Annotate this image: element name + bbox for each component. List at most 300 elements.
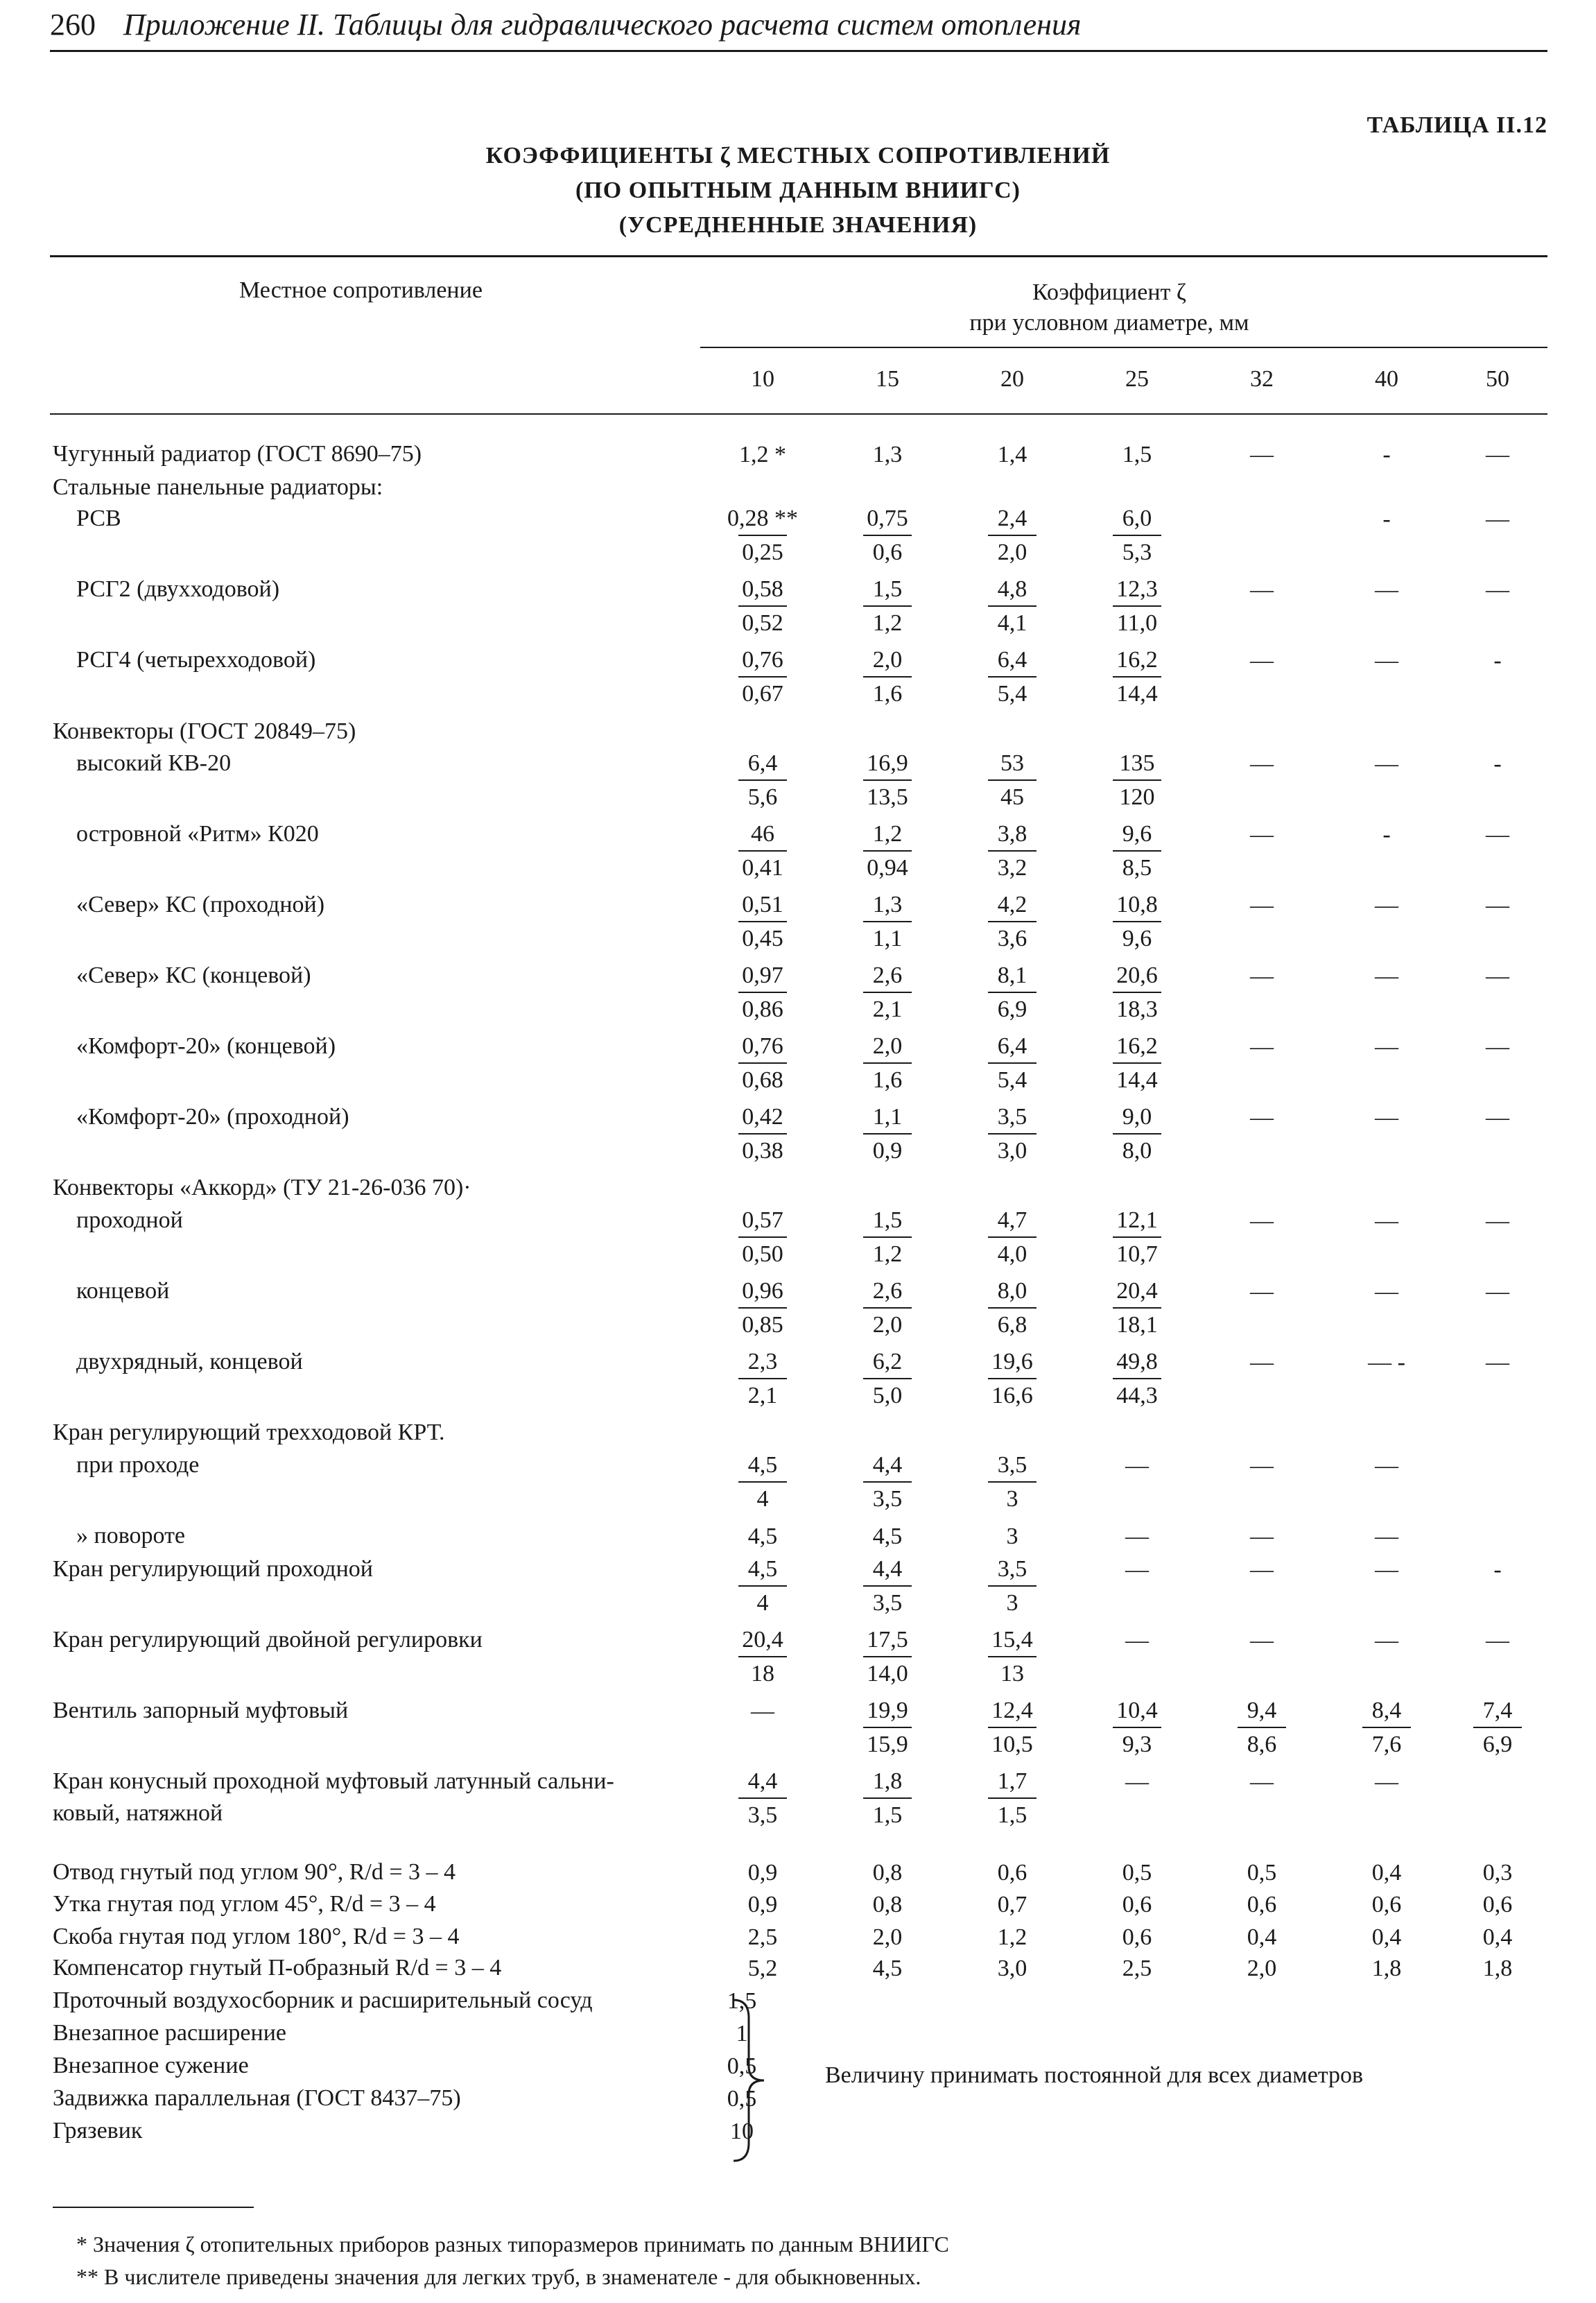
numerator: 1,5 [872,1207,903,1233]
numerator: 0,28 ** [727,506,798,531]
numerator: 0,76 [742,647,783,673]
table-cell: - [1382,822,1391,847]
constant-note: Величину принимать постоянной для всех диаметров [825,2062,1364,2088]
numerator: 6,0 [1122,506,1152,531]
table-top-rule [50,255,1547,257]
numerator: 8,4 [1371,1698,1402,1723]
denominator: 1,5 [872,1802,903,1828]
denominator: 0,9 [872,1138,903,1164]
fraction-cell [971,1205,1054,1271]
table-cell: — [1375,577,1398,603]
table-cell: - [1493,1557,1502,1582]
table-cell: 1,4 [997,442,1027,467]
fraction-cell [1095,1030,1179,1097]
row-label: РСВ [76,506,121,531]
table-cell: — [1375,1279,1398,1304]
numerator: 3,5 [997,1452,1027,1478]
table-cell: 1,2 [997,1924,1027,1950]
denominator: 16,6 [991,1383,1033,1408]
table-cell: 4,5 [872,1956,903,1981]
table-cell: — [1486,506,1509,532]
row-label: концевой [76,1278,170,1304]
denominator: 8,5 [1122,855,1152,881]
denominator: 8,0 [1122,1138,1152,1164]
numerator: 0,57 [742,1207,783,1233]
table-cell: — [1486,1208,1509,1234]
fraction-cell [971,644,1054,711]
table-cell: - [1493,751,1502,777]
table-cell: — [1375,1105,1398,1130]
denominator: 1,6 [872,681,903,707]
table-cell: — [1250,1208,1274,1234]
table-cell: 2,5 [747,1924,778,1950]
numerator: 0,96 [742,1278,783,1304]
row-label: Задвижка параллельная (ГОСТ 8437–75) [53,2085,461,2111]
numerator: 6,4 [997,647,1027,673]
fraction-cell [846,1346,929,1413]
denominator: 9,6 [1122,926,1152,951]
denominator: 13,5 [867,784,908,810]
denominator: 0,6 [872,540,903,565]
table-cell: — [1250,751,1274,777]
denominator: 18,3 [1116,997,1158,1022]
numerator: 4,7 [997,1207,1027,1233]
fraction-cell [846,1275,929,1342]
fraction-cell [721,889,804,956]
denominator: 6,9 [1482,1732,1513,1757]
column-header-coefficient [763,277,1456,338]
fraction-cell [846,573,929,640]
table-cell: — [1375,1034,1398,1060]
row-label: Кран конусный проходной муфтовый латунный сальни- [53,1768,614,1794]
table-cell: — [1486,442,1509,467]
numerator: 12,1 [1116,1207,1158,1233]
fraction-cell [846,960,929,1026]
numerator: 49,8 [1116,1349,1158,1374]
fraction-cell [971,1553,1054,1620]
numerator: 9,0 [1122,1104,1152,1130]
fraction-cell [1095,1346,1179,1413]
fraction-cell [971,1695,1054,1761]
denominator: 5,0 [872,1383,903,1408]
fraction-cell [971,748,1054,814]
denominator: 10,7 [1116,1241,1158,1267]
denominator: 45 [1000,784,1024,810]
denominator: 0,41 [742,855,783,881]
denominator: 3,5 [872,1486,903,1512]
fraction-cell [971,1101,1054,1168]
denominator: 14,0 [867,1661,908,1687]
numerator: 0,58 [742,576,783,602]
numerator: 4,4 [747,1768,778,1794]
table-cell: 10 [730,2119,754,2144]
fraction-cell [721,818,804,885]
table-cell: — [1250,1279,1274,1304]
numerator: 4,4 [872,1556,903,1582]
table-cell: — [1125,1557,1149,1582]
denominator: 18,1 [1116,1312,1158,1338]
fraction-cell [846,748,929,814]
table-cell: — [1125,1524,1149,1549]
numerator: 0,75 [867,506,908,531]
fraction-cell [721,1030,804,1097]
row-label: РСГ2 (двухходовой) [76,576,280,602]
fraction-cell [1095,503,1179,569]
row-label: Кран регулирующий двойной регулировки [53,1627,483,1653]
denominator: 2,1 [747,1383,778,1408]
table-cell: 0,5 [1122,1860,1152,1886]
fraction-cell [971,960,1054,1026]
table-cell: — [1250,1105,1274,1130]
row-label: Конвекторы «Аккорд» (ТУ 21-26-036 70)· [53,1175,471,1200]
denominator: 0,94 [867,855,908,881]
row-label: Компенсатор гнутый П-образный R/d = 3 – 4 [53,1955,502,1981]
fraction-cell [1095,889,1179,956]
table-cell: — [1375,1769,1398,1795]
coef-header-line1: Коэффициент ζ [1032,279,1186,305]
denominator: 10,5 [991,1732,1033,1757]
denominator: 4,0 [997,1241,1027,1267]
table-cell: - [1382,442,1391,467]
table-cell: — [1486,1628,1509,1653]
table-cell: 3,0 [997,1956,1027,1981]
table-cell: — [751,1698,774,1724]
numerator: 2,0 [872,1033,903,1059]
fraction-cell [1095,573,1179,640]
table-cell: 1,5 [1122,442,1152,467]
numerator: 12,4 [991,1698,1033,1723]
numerator: 1,3 [872,892,903,917]
denominator: 14,4 [1116,681,1158,707]
fraction-cell [721,1346,804,1413]
table-cell: 0,4 [1482,1924,1513,1950]
numerator: 16,2 [1116,647,1158,673]
table-cell: 3 [1006,1524,1018,1549]
table-cell: 0,6 [1482,1892,1513,1917]
numerator: 1,1 [872,1104,903,1130]
row-label: РСГ4 (четырехходовой) [76,647,316,673]
numerator: 4,5 [747,1452,778,1478]
table-cell: — [1250,442,1274,467]
table-cell: 4,5 [747,1524,778,1549]
table-cell: — [1250,1628,1274,1653]
row-label: при проходе [76,1452,200,1478]
fraction-cell [721,748,804,814]
denominator: 2,0 [997,540,1027,565]
numerator: 9,6 [1122,821,1152,847]
fraction-cell [846,1205,929,1271]
numerator: 10,4 [1116,1698,1158,1723]
numerator: 12,3 [1116,576,1158,602]
table-cell: — [1486,1349,1509,1375]
coef-header-line2: при условном диаметре, мм [969,310,1249,336]
row-label: Отвод гнутый под углом 90°, R/d = 3 – 4 [53,1859,456,1885]
denominator: 15,9 [867,1732,908,1757]
table-cell: — [1486,963,1509,989]
table-cell: 0,6 [1122,1892,1152,1917]
numerator: 1,7 [997,1768,1027,1794]
denominator: 7,6 [1371,1732,1402,1757]
denominator: 8,6 [1247,1732,1277,1757]
denominator: 0,68 [742,1067,783,1093]
fraction-cell [1095,1695,1179,1761]
fraction-cell [1095,1205,1179,1271]
fraction-cell [971,1030,1054,1097]
table-cell: 2,0 [872,1924,903,1950]
column-header-resistance: Местное сопротивление [239,277,483,303]
row-label: Скоба гнутая под углом 180°, R/d = 3 – 4 [53,1924,460,1949]
denominator: 3,5 [747,1802,778,1828]
fraction-cell [846,1695,929,1761]
fraction-cell [721,1624,804,1691]
numerator: 20,4 [1116,1278,1158,1304]
numerator: 7,4 [1482,1698,1513,1723]
fraction-cell [1456,1695,1539,1761]
numerator: 0,51 [742,892,783,917]
denominator: 5,3 [1122,540,1152,565]
fraction-cell [971,1275,1054,1342]
table-cell: — [1250,1524,1274,1549]
denominator: 44,3 [1116,1383,1158,1408]
footnote-1: * Значения ζ отопительных приборов разных типоразмеров принимать по данным ВНИИГС [76,2232,949,2257]
numerator: 16,9 [867,750,908,776]
denominator: 0,50 [742,1241,783,1267]
table-cell: 0,4 [1371,1924,1402,1950]
diameter-header-15: 15 [876,366,899,392]
diameter-header-10: 10 [751,366,774,392]
numerator: 2,6 [872,963,903,988]
title-line: (УСРЕДНЕННЫЕ ЗНАЧЕНИЯ) [618,212,978,238]
numerator: 16,2 [1116,1033,1158,1059]
table-cell: 1,2 * [739,442,786,467]
numerator: 20,6 [1116,963,1158,988]
row-label: Внезапное расширение [53,2020,286,2046]
table-cell: — [1375,963,1398,989]
row-label: Кран регулирующий проходной [53,1556,373,1582]
page-number: 260 [50,8,96,42]
row-label: Вентиль запорный муфтовый [53,1698,349,1723]
title-line: КОЭФФИЦИЕНТЫ ζ МЕСТНЫХ СОПРОТИВЛЕНИЙ [485,143,1111,169]
numerator: 0,42 [742,1104,783,1130]
denominator: 1,2 [872,1241,903,1267]
denominator: 0,86 [742,997,783,1022]
table-cell: 0,6 [997,1860,1027,1886]
row-label: «Комфорт-20» (концевой) [76,1033,336,1059]
table-cell: — [1250,1034,1274,1060]
fraction-cell [721,644,804,711]
table-cell: 0,9 [747,1860,778,1886]
table-cell: 0,9 [747,1892,778,1917]
table-cell: — [1125,1453,1149,1478]
numerator: 4,8 [997,576,1027,602]
numerator: 53 [1000,750,1024,776]
table-cell: 1,8 [1482,1956,1513,1981]
denominator: 3,0 [997,1138,1027,1164]
fraction-cell [846,889,929,956]
diameter-header-20: 20 [1000,366,1024,392]
table-cell: — [1250,1453,1274,1478]
diameter-header-40: 40 [1375,366,1398,392]
fraction-cell [971,1449,1054,1516]
fraction-cell [971,1346,1054,1413]
numerator: 19,9 [867,1698,908,1723]
table-title [0,139,1596,243]
diameter-header-50: 50 [1486,366,1509,392]
table-cell: — [1486,577,1509,603]
numerator: 1,8 [872,1768,903,1794]
fraction-cell [721,573,804,640]
denominator: 3 [1006,1486,1018,1512]
denominator: 2,1 [872,997,903,1022]
fraction-cell [721,1553,804,1620]
row-label: » повороте [76,1523,186,1549]
denominator: 1,1 [872,926,903,951]
numerator: 46 [751,821,774,847]
numerator: 17,5 [867,1627,908,1653]
table-cell: — [1375,1557,1398,1582]
fraction-cell [721,960,804,1026]
table-cell: 2,5 [1122,1956,1152,1981]
row-label: Грязевик [53,2118,143,2144]
table-cell: 1,5 [727,1988,757,2014]
table-cell: — [1486,1279,1509,1304]
fraction-cell [1095,644,1179,711]
table-cell: — [1125,1628,1149,1653]
numerator: 6,4 [747,750,778,776]
fraction-cell [971,1624,1054,1691]
numerator: 15,4 [991,1627,1033,1653]
fraction-cell [721,503,804,569]
right-brace [728,1997,777,2164]
denominator: 0,67 [742,681,783,707]
fraction-cell [721,1205,804,1271]
fraction-cell [721,1449,804,1516]
fraction-cell [721,1101,804,1168]
denominator: 6,9 [997,997,1027,1022]
table-cell: — [1250,892,1274,918]
numerator: 3,5 [997,1556,1027,1582]
table-cell: — [1375,751,1398,777]
denominator: 5,4 [997,1067,1027,1093]
table-cell: — [1250,577,1274,603]
denominator: 0,25 [742,540,783,565]
table-cell: 4,5 [872,1524,903,1549]
fraction-cell [846,818,929,885]
numerator: 6,4 [997,1033,1027,1059]
numerator: 3,8 [997,821,1027,847]
table-cell: 0,8 [872,1860,903,1886]
row-label: «Комфорт-20» (проходной) [76,1104,349,1130]
table-cell: — [1250,1769,1274,1795]
fraction-cell [1095,1101,1179,1168]
fraction-cell [971,503,1054,569]
numerator: 19,6 [991,1349,1033,1374]
table-cell: — [1375,1524,1398,1549]
numerator: 0,76 [742,1033,783,1059]
denominator: 1,2 [872,610,903,636]
table-cell: — [1486,822,1509,847]
numerator: 3,5 [997,1104,1027,1130]
denominator: 1,6 [872,1067,903,1093]
table-cell: — [1250,822,1274,847]
table-cell: — [1486,892,1509,918]
header-bottom-rule [50,413,1547,415]
fraction-cell [1095,748,1179,814]
denominator: 4 [756,1590,769,1616]
fraction-cell [846,1030,929,1097]
row-label: «Север» КС (концевой) [76,963,311,988]
row-label: проходной [76,1207,183,1233]
fraction-cell [846,1449,929,1516]
denominator: 120 [1119,784,1155,810]
denominator: 3,6 [997,926,1027,951]
table-cell: — [1375,1208,1398,1234]
fraction-cell [971,889,1054,956]
table-cell: — [1375,1453,1398,1478]
table-cell: — [1125,1769,1149,1795]
fraction-cell [1345,1695,1428,1761]
numerator: 8,1 [997,963,1027,988]
fraction-cell [846,503,929,569]
table-cell: — [1250,1349,1274,1375]
row-label: Внезапное сужение [53,2053,249,2078]
row-label: Проточный воздухосборник и расширительный сосуд [53,1987,593,2013]
denominator: 11,0 [1116,610,1158,636]
numerator: 6,2 [872,1349,903,1374]
table-cell: 0,4 [1247,1924,1277,1950]
fraction-cell [971,1766,1054,1832]
header-rule [50,50,1547,52]
fraction-cell [971,818,1054,885]
footnote-2: ** В числителе приведены значения для легких труб, в знаменателе - для обыкновенных. [76,2264,921,2289]
numerator: 8,0 [997,1278,1027,1304]
row-label: Чугунный радиатор (ГОСТ 8690–75) [53,441,422,467]
fraction-cell [846,1766,929,1832]
table-cell: 0,5 [727,2053,757,2079]
numerator: 9,4 [1247,1698,1277,1723]
numerator: 1,5 [872,576,903,602]
table-cell: — [1250,1557,1274,1582]
table-cell: — [1250,648,1274,673]
fraction-cell [846,1553,929,1620]
running-head [50,7,1547,49]
numerator: 135 [1119,750,1155,776]
row-label: островной «Ритм» К020 [76,821,319,847]
fraction-cell [1220,1695,1303,1761]
denominator: 4,1 [997,610,1027,636]
denominator: 0,45 [742,926,783,951]
fraction-cell [846,1101,929,1168]
table-cell: 0,8 [872,1892,903,1917]
denominator: 14,4 [1116,1067,1158,1093]
table-cell: 0,6 [1247,1892,1277,1917]
table-cell: — [1375,1628,1398,1653]
fraction-cell [1095,960,1179,1026]
numerator: 4,2 [997,892,1027,917]
numerator: 2,3 [747,1349,778,1374]
fraction-cell [846,644,929,711]
table-cell: 0,6 [1371,1892,1402,1917]
row-label: двухрядный, концевой [76,1349,303,1374]
numerator: 2,6 [872,1278,903,1304]
fraction-cell [1095,1275,1179,1342]
table-cell: — - [1368,1349,1405,1375]
numerator: 2,4 [997,506,1027,531]
numerator: 0,97 [742,963,783,988]
table-cell: — [1375,648,1398,673]
table-cell: 1,8 [1371,1956,1402,1981]
numerator: 2,0 [872,647,903,673]
